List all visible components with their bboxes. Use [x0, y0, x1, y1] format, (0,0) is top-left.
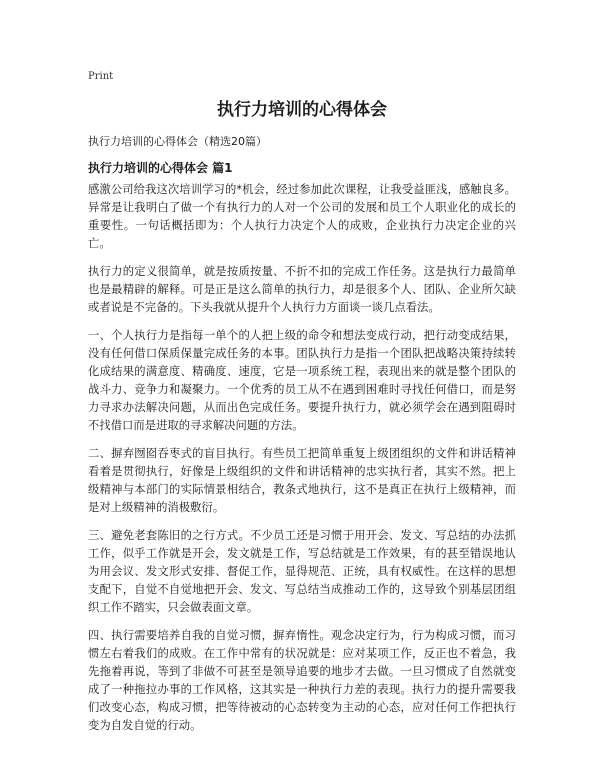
- paragraph: 三、避免老套陈旧的之行方式。不少员工还是习惯于用开会、发文、写总结的办法抓工作，似乎工作就是开会，发文就是工作，写总结就是工作效果，有的甚至错误地认为用会议、发文形式安排、督促工作，显得规范、正统，具有权威性。在这样的思想支配下，自觉不自觉地把开会、发文、写总结当成推动工作的，这导致个别基层团组织工作不踏实，只会做表面文章。: [88, 529, 516, 614]
- paragraph: 二、摒弃囫囵吞枣式的盲目执行。有些员工把简单重复上级团组织的文件和讲话精神看着是贯彻执行，好像是上级组织的文件和讲话精神的忠实执行者，其实不然。把上级精神与本部门的实际情景相结合，教条式地执行，这不是真正在执行上级精神，而是对上级精神的消极敷衍。: [88, 447, 516, 514]
- article-body: [88, 181, 516, 745]
- paragraph: 一、个人执行力是指每一单个的人把上级的命令和想法变成行动，把行动变成结果，没有任何借口保质保量完成任务的本事。团队执行力是指一个团队把战略决策持续转化成结果的满意度、精确度、速度，它是一项系统工程，表现出来的就是整个团队的战斗力、竞争力和凝聚力。一个优秀的员工从不在遇到困难时寻找任何借口，而是努力寻求办法解决问题，从而出色完成任务。要提升执行力，就必须学会在遇到阻碍时不找借口而是进取的寻求解决问题的方法。: [88, 329, 516, 432]
- paragraph: 感激公司给我这次培训学习的*机会，经过参加此次课程，让我受益匪浅，感触良多。异常是让我明白了做一个有执行力的人对一个公司的发展和员工个人职业化的成长的重要性。一句话概括即为：个人执行力决定个人的成败，企业执行力决定企业的兴亡。: [88, 183, 516, 250]
- document-subtitle: 执行力培训的心得体会（精选20篇）: [88, 135, 267, 148]
- page-title: 执行力培训的心得体会: [217, 100, 387, 120]
- section-heading: 执行力培训的心得体会 篇1: [88, 161, 233, 175]
- print-link[interactable]: Print: [88, 71, 114, 82]
- paragraph: 执行力的定义很简单，就是按质按量、不折不扣的完成工作任务。这是执行力最简单也是最精辟的解释。可是正是这么简单的执行力，却是很多个人、团队、企业所欠缺或者说是不完备的。下头我就从提升个人执行力方面谈一谈几点看法。: [88, 265, 516, 314]
- paragraph: 四、执行需要培养自我的自觉习惯，摒弃惰性。观念决定行为，行为构成习惯，而习惯左右着我们的成败。在工作中常有的状况就是：应对某项工作，反正也不着急，我先拖着再说，等到了非做不可甚至是领导追要的地步才去做。一旦习惯成了自然就变成了一种拖拉办事的工作风格，这其实是一种执行力差的表现。执行力的提升需要我们改变心态，构成习惯，把等待被动的心态转变为主动的心态，应对任何工作把执行变为自发自觉的行动。: [88, 629, 516, 732]
